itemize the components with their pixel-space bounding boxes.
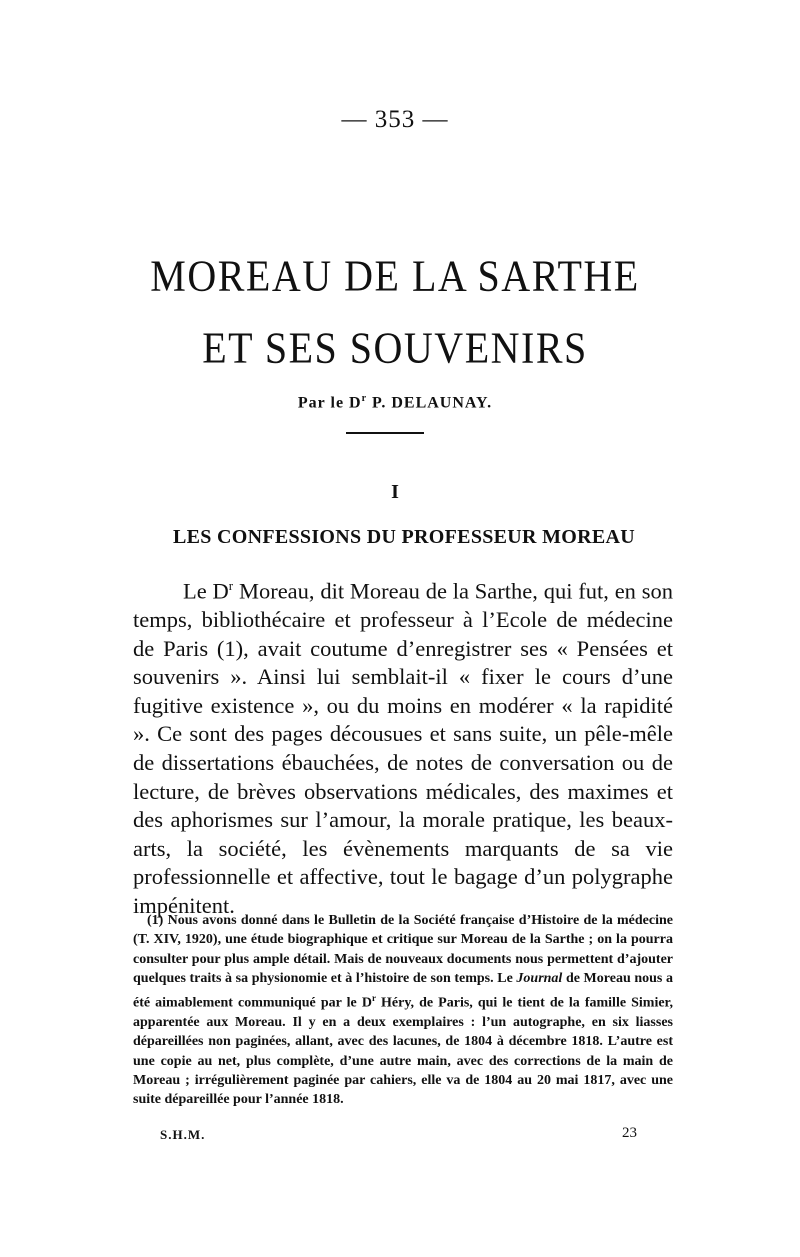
body-text-rest: Moreau, dit Moreau de la Sarthe, qui fut, en son temps, bibliothécaire et professeur à l’Ecole de médecine de Paris (1), avait coutume d’enregistrer ses « Pensées et souvenirs ». Ainsi lui semblait-il « fixer le cours d’une fugitive existence », ou du moins en modérer « la rapidité ». Ce sont des pages décousues et sans suite, un pêle-mêle de dissertations ébauchées, de notes de conversation ou de lecture, de brèves observations médicales, des maximes et des aphorismes sur l’amour, la morale pratique, les beaux-arts, la société, les évènements marquants de sa vie professionnelle et affective, tout le bagage d’un polygraphe impénitent. <box>133 578 674 919</box>
page-number: — 353 — <box>341 106 449 133</box>
title-divider <box>346 432 424 434</box>
footnote-journal: Journal <box>516 971 563 987</box>
article-title-line-2: ET SES SOUVENIRS <box>202 322 588 373</box>
section-title: LES CONFESSIONS DU PROFESSEUR MOREAU <box>173 526 635 548</box>
byline-prefix: Par le D <box>297 394 362 412</box>
sheet-number: 23 <box>622 1125 637 1141</box>
footnote-superscript: r <box>371 992 376 1003</box>
footnote-text-1: (1) Nous avons donné dans le Bulletin de la Société française d’Histoire de la médecine (T. XIV, 1920), une étude biographique et critique sur Moreau de la Sarthe ; on la pourra consulter pour plus ample détail. Mais de nouveaux documents nous permettent d’ajouter quelques traits à sa physionomie et à l’histoire de son temps. Le <box>133 913 673 987</box>
body-superscript: r <box>228 578 234 593</box>
footnote-text-3: Héry, de Paris, qui le tient de la famille Simier, apparentée aux Moreau. Il y en a deux exemplaires : l’un autographe, en six liasses dépareillées non paginées, allant, avec des lacunes, de 1804 à décembre 1818. L’autre est une copie au net, plus complète, d’une autre main, avec des corrections de la main de Moreau ; irrégulièrement paginée par cahiers, elle va de 1804 au 20 mai 1817, avec une suite dépareillée pour l’année 1818. <box>133 995 673 1108</box>
author-name: P. DELAUNAY. <box>367 394 493 412</box>
footnote <box>133 911 673 1110</box>
author-byline <box>0 393 790 412</box>
byline-superscript: r <box>361 393 368 404</box>
body-paragraph <box>133 572 673 921</box>
section-number: I <box>391 481 399 503</box>
body-text-start: Le D <box>183 578 229 604</box>
article-title-line-1: MOREAU DE LA SARTHE <box>150 250 640 301</box>
signature-mark: S.H.M. <box>160 1127 206 1142</box>
footnote-text-2: de Moreau nous a été aimablement communiqué par le D <box>133 971 673 1011</box>
